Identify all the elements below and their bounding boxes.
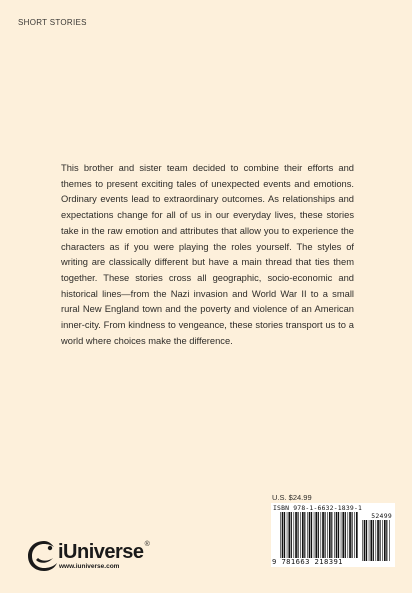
publisher-name: iUniverse® (58, 541, 150, 563)
book-blurb: This brother and sister team decided to combine their efforts and themes to present exciting tales of unexpected events and emotions. Ordinary events lead to extraordinary outcomes. As relationships and expectations change for all of us in our everyday lives, these stories take in the raw emotion and attributes that allow you to experience the characters as if you were playing the roles yourself. The styles of writing are classically different but have a main thread that ties them together. These stories cross all geographic, socio-economic and historical lines—from the Nazi invasion and World War II to a small rural New England town and the poverty and violence of an American inner-city. From kindness to vengeance, these stories transport us to a world where choices make the difference. (61, 163, 354, 346)
category-label: SHORT STORIES (18, 18, 87, 27)
price-label: U.S. $24.99 (272, 493, 312, 502)
publisher-url: www.iuniverse.com (59, 563, 120, 570)
barcode (271, 503, 395, 567)
ean-digits: 9 781663 218391 (272, 557, 343, 566)
isbn-number: ISBN 978-1-6632-1839-1 (273, 504, 363, 512)
iuniverse-swoosh-icon (26, 538, 62, 574)
publisher-logo (26, 538, 166, 574)
price-addon-code: 52499 (371, 512, 392, 520)
